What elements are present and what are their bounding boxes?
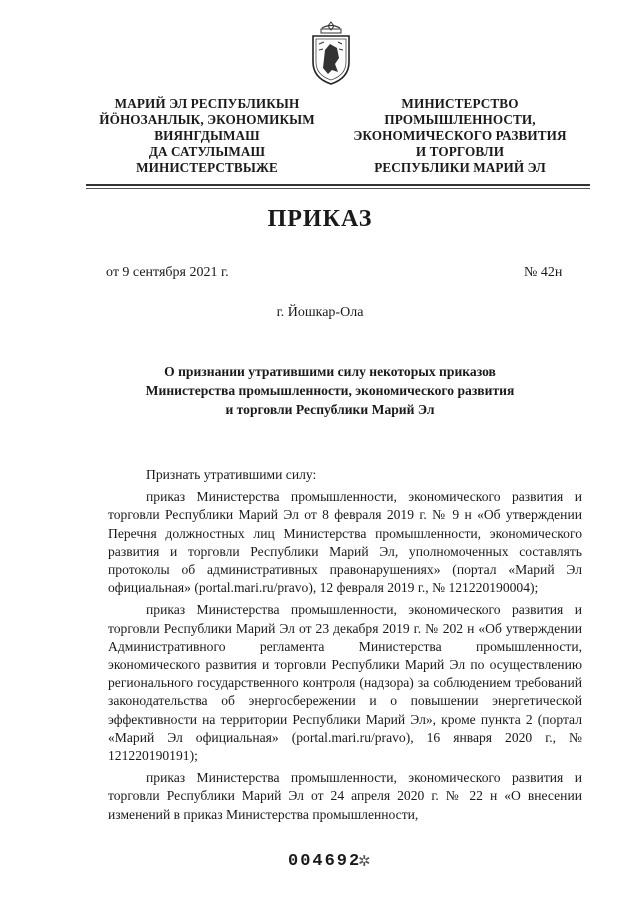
header-right-line: ПРОМЫШЛЕННОСТИ, xyxy=(384,112,536,127)
header-right-line: РЕСПУБЛИКИ МАРИЙ ЭЛ xyxy=(374,160,546,175)
document-date: от 9 сентября 2021 г. xyxy=(106,265,229,280)
header-left-line: ЙӦНОЗАНЛЫК, ЭКОНОМИКЫМ xyxy=(99,112,315,127)
header-right-russian xyxy=(340,96,580,176)
header-right-line: МИНИСТЕРСТВО xyxy=(401,96,519,111)
header-left-line: МИНИСТЕРСТВЫЖЕ xyxy=(136,160,278,175)
header-left-line: МАРИЙ ЭЛ РЕСПУБЛИКЫН xyxy=(114,96,300,111)
header-divider-thick xyxy=(86,184,590,186)
header-right-line: И ТОРГОВЛИ xyxy=(415,144,505,159)
body-paragraph: приказ Министерства промышленности, экономического развития и торговли Республики Марий Эл от 24 апреля 2020 г. № 22 н «О внесении изменений в приказ Министерства промышленности, xyxy=(108,770,582,822)
serial-mark-icon: ✲ xyxy=(358,854,371,870)
coat-of-arms-emblem xyxy=(308,20,354,86)
document-body xyxy=(108,466,582,824)
document-subject xyxy=(120,362,540,419)
subject-line: О признании утратившими силу некоторых приказов xyxy=(164,364,496,379)
header-left-line: ВИЯНГДЫМАШ xyxy=(154,128,260,143)
document-title: ПРИКАЗ xyxy=(267,206,373,232)
subject-line: и торговли Республики Марий Эл xyxy=(225,402,435,417)
header-right-line: ЭКОНОМИЧЕСКОГО РАЗВИТИЯ xyxy=(353,128,567,143)
header-divider-thin xyxy=(86,188,590,189)
header-left-mari xyxy=(92,96,322,176)
document-city: г. Йошкар-Ола xyxy=(276,305,364,320)
subject-line: Министерства промышленности, экономического развития xyxy=(145,383,515,398)
header-left-line: ДА САТУЛЫМАШ xyxy=(148,144,266,159)
serial-number: 004692 xyxy=(288,852,362,871)
body-paragraph: приказ Министерства промышленности, экономического развития и торговли Республики Марий Эл от 23 декабря 2019 г. № 202 н «Об утверждении Административного регламента Министерства промышленности, экономического развития и торговли Республики Марий Эл по осуществлению регионального государственного контроля (надзора) за соблюдением требований законодательства об энергосбережении и о повышении энергетической эффективности на территории Республики Марий Эл», кроме пункта 2 (портал «Марий Эл официальная» (portal.mari.ru/pravo), 16 января 2020 г., № 121220190191); xyxy=(108,602,582,764)
body-paragraph: приказ Министерства промышленности, экономического развития и торговли Республики Марий Эл от 8 февраля 2019 г. № 9 н «Об утверждении Перечня должностных лиц Министерства промышленности, экономического развития и торговли Республики Марий Эл, уполномоченных составлять протоколы об административных правонарушениях» (портал «Марий Эл официальная» (portal.mari.ru/pravo), 12 февраля 2019 г., № 121220190004); xyxy=(108,489,582,596)
document-number: № 42н xyxy=(524,265,563,280)
body-paragraph: Признать утратившими силу: xyxy=(146,467,317,482)
